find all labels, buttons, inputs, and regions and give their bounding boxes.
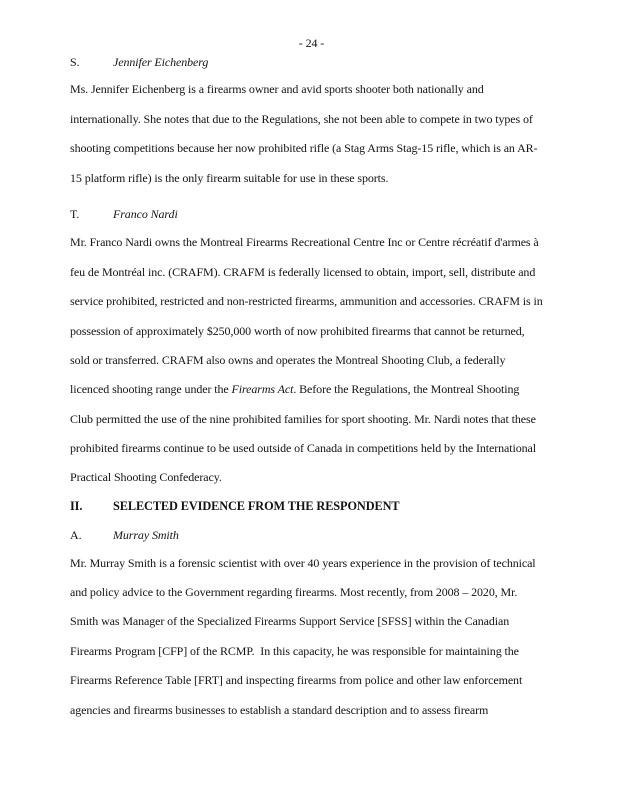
text-segment: and policy advice to the Government regarding firearms. Most recently, from 2008 – 2020, Mr. <box>70 585 518 600</box>
text-line <box>70 375 593 404</box>
text-segment: prohibited firearms continue to be used outside of Canada in competitions held by the International <box>70 441 536 456</box>
text-line <box>70 75 593 104</box>
text-line <box>70 607 593 636</box>
paragraph <box>70 228 593 493</box>
text-line <box>70 258 593 287</box>
text-segment: service prohibited, restricted and non-restricted firearms, ammunition and accessories. CRAFM is in <box>70 294 543 309</box>
section-subheading <box>70 521 593 550</box>
text-line <box>70 578 593 607</box>
italic-text-segment: Firearms Act <box>231 382 294 397</box>
text-line <box>70 134 593 163</box>
text-segment: Mr. Murray Smith is a forensic scientist with over 40 years experience in the provision of technical <box>70 555 536 570</box>
text-line <box>70 346 593 375</box>
text-segment: Club permitted the use of the nine prohibited families for sport shooting. Mr. Nardi notes that these <box>70 411 536 426</box>
text-segment: Ms. Jennifer Eichenberg is a firearms owner and avid sports shooter both nationally and <box>70 82 484 97</box>
text-line <box>70 549 593 578</box>
text-segment: Firearms Program [CFP] of the RCMP. In this capacity, he was responsible for maintaining the <box>70 643 519 658</box>
section-label: A. <box>70 528 82 543</box>
text-segment: . Before the Regulations, the Montreal Shooting <box>293 382 520 397</box>
text-segment: Practical Shooting Confederacy. <box>70 470 222 485</box>
text-line <box>70 637 593 666</box>
section-title: SELECTED EVIDENCE FROM THE RESPONDENT <box>113 498 400 513</box>
text-line <box>70 164 593 193</box>
section-title: Jennifer Eichenberg <box>113 55 209 69</box>
text-segment: feu de Montréal inc. (CRAFM). CRAFM is federally licensed to obtain, import, sell, distribute and <box>70 264 536 279</box>
text-segment: 15 platform rifle) is the only firearm suitable for use in these sports. <box>70 170 389 185</box>
text-line <box>70 105 593 134</box>
text-line <box>70 287 593 316</box>
text-segment: licenced shooting range under the <box>70 382 232 397</box>
text-segment: Smith was Manager of the Specialized Firearms Support Service [SFSS] within the Canadian <box>70 614 510 629</box>
page-number: - 24 - <box>298 36 325 50</box>
text-segment: agencies and firearms businesses to establish a standard description and to assess firearm <box>70 702 489 717</box>
text-line <box>70 405 593 434</box>
document-body <box>70 48 593 725</box>
text-segment: Mr. Franco Nardi owns the Montreal Firearms Recreational Centre Inc or Centre récréatif d'armes à <box>70 235 539 250</box>
text-line <box>70 317 593 346</box>
section-title: Murray Smith <box>113 528 179 543</box>
text-line <box>70 434 593 463</box>
paragraph <box>70 549 593 725</box>
text-segment: internationally. She notes that due to the Regulations, she not been able to compete in two types of <box>70 111 533 126</box>
text-segment: sold or transferred. CRAFM also owns and operates the Montreal Shooting Club, a federally <box>70 352 506 367</box>
section-title: Franco Nardi <box>113 206 178 221</box>
paragraph <box>70 75 593 193</box>
text-line <box>70 463 593 492</box>
section-label: T. <box>70 206 80 221</box>
section-heading-main <box>70 492 593 521</box>
text-line <box>70 696 593 725</box>
text-line <box>70 228 593 257</box>
section-subheading <box>70 200 593 229</box>
text-line <box>70 666 593 695</box>
section-subheading <box>70 48 593 77</box>
section-label: II. <box>70 498 83 513</box>
text-segment: possession of approximately $250,000 worth of now prohibited firearms that cannot be returned, <box>70 323 525 338</box>
text-segment: Firearms Reference Table [FRT] and inspecting firearms from police and other law enforcement <box>70 673 523 688</box>
text-segment: shooting competitions because her now prohibited rifle (a Stag Arms Stag-15 rifle, which is an AR- <box>70 141 538 156</box>
section-label: S. <box>70 55 80 69</box>
